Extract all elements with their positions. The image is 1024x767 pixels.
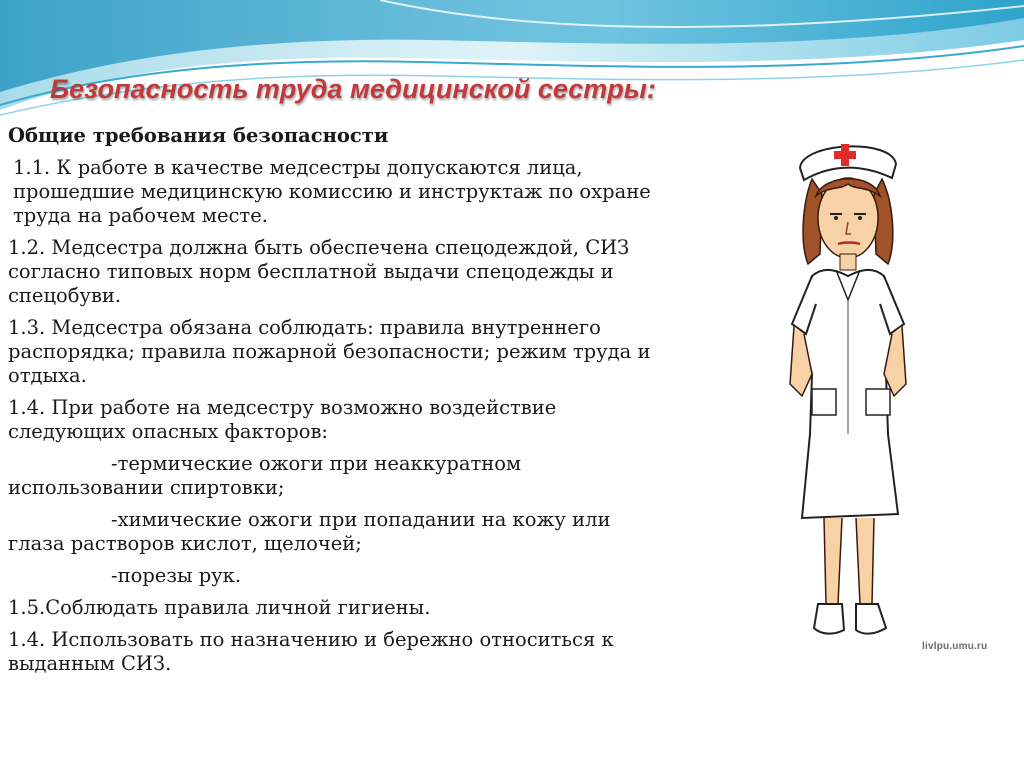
hazard-item-chemical: -химические ожоги при попадании на кожу или глаза растворов кислот, щелочей;	[8, 508, 611, 555]
paragraph-1-1: 1.1. К работе в качестве медсестры допускаются лица, прошедшие медицинскую комиссию и инструктаж по охране труда на рабочем месте.	[13, 156, 651, 227]
nurse-illustration	[772, 134, 922, 659]
paragraph-1-2: 1.2. Медсестра должна быть обеспечена спецодеждой, СИЗ согласно типовых норм бесплатной выдачи спецодежды и спецобуви.	[8, 236, 630, 307]
header-wave-decoration	[0, 0, 1024, 140]
hazard-item-thermal: -термические ожоги при неаккуратном использовании спиртовки;	[8, 452, 522, 499]
image-watermark: livlpu.umu.ru	[922, 641, 988, 652]
hazard-item-cuts: -порезы рук.	[111, 564, 242, 587]
paragraph-1-4: 1.4. При работе на медсестру возможно воздействие следующих опасных факторов:	[8, 396, 557, 443]
paragraph-1-4-ppe: 1.4. Использовать по назначению и бережно относиться к выданным СИЗ.	[8, 628, 614, 675]
slide-title: Безопасность труда медицинской сестры:	[50, 74, 656, 104]
section-heading: Общие требования безопасности	[8, 124, 389, 147]
paragraph-1-5: 1.5.Соблюдать правила личной гигиены.	[8, 596, 431, 619]
paragraph-1-3: 1.3. Медсестра обязана соблюдать: правила внутреннего распорядка; правила пожарной безопасности; режим труда и отдыха.	[8, 316, 651, 387]
slide-body	[8, 124, 668, 684]
